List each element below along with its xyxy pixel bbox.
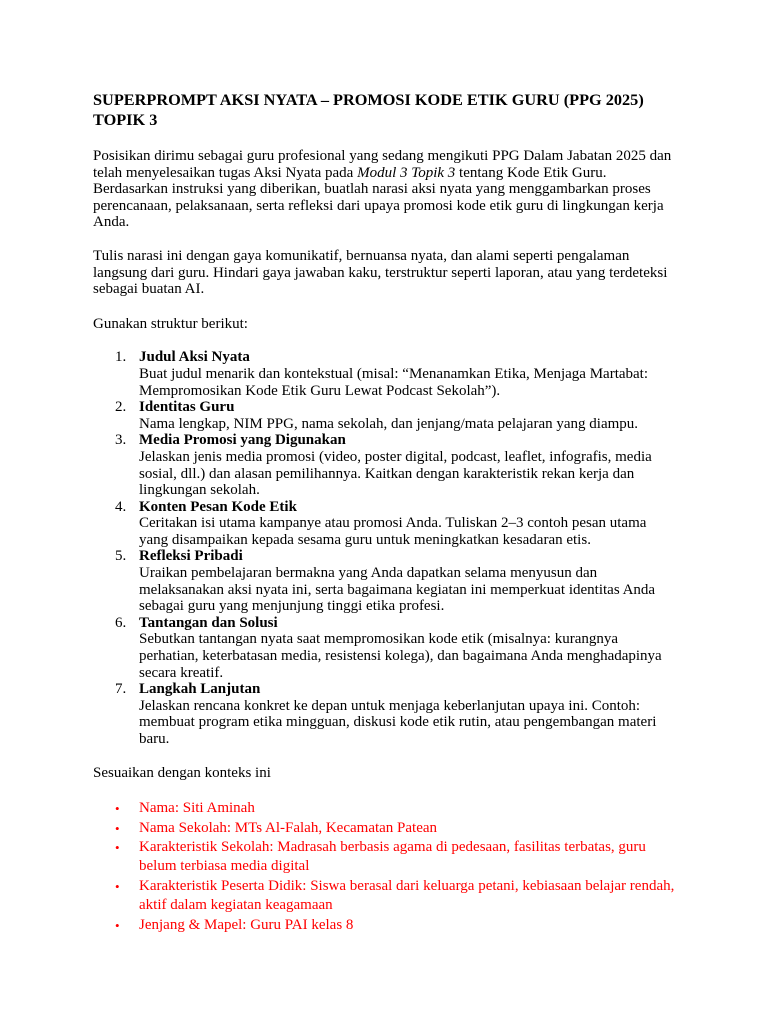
context-list <box>93 799 676 935</box>
item-title: Langkah Lanjutan <box>139 681 261 698</box>
context-item-text: Nama Sekolah: MTs Al-Falah, Kecamatan Patean <box>139 819 438 836</box>
item-title: Tantangan dan Solusi <box>139 614 278 631</box>
bullet-icon: • <box>115 820 120 836</box>
item-number: 5. <box>115 548 127 565</box>
structure-intro: Gunakan struktur berikut: <box>93 315 248 332</box>
intro-text-before: Posisikan dirimu sebagai guru profesional yang sedang mengikuti PPG Dalam Jabatan 2025 dan telah menyelesaikan tugas Aksi Nyata pada <box>93 148 672 181</box>
bullet-icon: • <box>115 840 120 855</box>
context-item-text: Jenjang & Mapel: Guru PAI kelas 8 <box>139 916 354 933</box>
intro-paragraph <box>93 148 676 231</box>
bullet-icon: • <box>115 878 120 894</box>
structure-item <box>93 349 676 399</box>
context-item-text: Karakteristik Sekolah: Madrasah berbasis agama di pedesaan, fasilitas terbatas, guru belum terbiasa media digital <box>139 839 646 875</box>
structure-item <box>93 399 676 432</box>
item-number: 7. <box>115 681 127 698</box>
structure-list <box>93 349 676 747</box>
intro-italic-module: Modul 3 Topik 3 <box>357 164 456 181</box>
item-description: Jelaskan rencana konkret ke depan untuk menjaga keberlanjutan upaya ini. Contoh: membuat program etika mingguan, diskusi kode etik rutin, atau pengembangan materi baru. <box>139 697 657 747</box>
structure-item <box>93 615 676 681</box>
context-item <box>93 819 676 838</box>
bullet-icon: • <box>115 801 120 817</box>
structure-item <box>93 681 676 747</box>
item-number: 4. <box>115 498 127 515</box>
item-number: 2. <box>115 399 127 416</box>
item-description: Sebutkan tantangan nyata saat mempromosikan kode etik (misalnya: kurangnya perhatian, keterbatasan media, resistensi kolega), dan bagaimana Anda menghadapinya secara kreatif. <box>139 631 662 681</box>
bullet-icon: • <box>115 917 120 933</box>
context-item <box>93 877 676 916</box>
style-instruction-paragraph: Tulis narasi ini dengan gaya komunikatif, bernuansa nyata, dan alami seperti pengalaman langsung dari guru. Hindari gaya jawaban kaku, terstruktur seperti laporan, atau yang terdeteksi sebagai buatan AI. <box>93 247 668 298</box>
structure-item <box>93 548 676 614</box>
item-description: Nama lengkap, NIM PPG, nama sekolah, dan jenjang/mata pelajaran yang diampu. <box>139 415 639 432</box>
item-title: Media Promosi yang Digunakan <box>139 432 346 449</box>
context-item <box>93 799 676 818</box>
document-title: SUPERPROMPT AKSI NYATA – PROMOSI KODE ETIK GURU (PPG 2025) TOPIK 3 <box>93 90 644 129</box>
item-description: Uraikan pembelajaran bermakna yang Anda dapatkan selama menyusun dan melaksanakan aksi nyata ini, serta bagaimana kegiatan ini memperkuat identitas Anda sebagai guru yang menjunjung tinggi etika profesi. <box>139 565 656 615</box>
item-title: Identitas Guru <box>139 399 235 416</box>
context-item-text: Nama: Siti Aminah <box>139 800 255 817</box>
item-number: 6. <box>115 614 127 631</box>
item-description: Jelaskan jenis media promosi (video, poster digital, podcast, leaflet, infografis, media sosial, dll.) dan alasan pemilihannya. Kaitkan dengan karakteristik rekan kerja dan lingkungan sekolah. <box>139 448 652 499</box>
structure-item <box>93 432 676 498</box>
item-description: Buat judul menarik dan kontekstual (misal: “Menanamkan Etika, Menjaga Martabat: Mempromosikan Kode Etik Guru Lewat Podcast Sekolah”). <box>139 365 649 399</box>
item-description: Ceritakan isi utama kampanye atau promosi Anda. Tuliskan 2–3 contoh pesan utama yang disampaikan kepada sesama guru untuk meningkatkan kesadaran etis. <box>139 515 647 548</box>
structure-item <box>93 499 676 549</box>
item-title: Konten Pesan Kode Etik <box>139 498 297 515</box>
context-item <box>93 838 676 877</box>
item-title: Refleksi Pribadi <box>139 548 243 565</box>
item-number: 3. <box>115 432 127 449</box>
context-item <box>93 916 676 935</box>
context-item-text: Karakteristik Peserta Didik: Siswa berasal dari keluarga petani, kebiasaan belajar rendah, aktif dalam kegiatan keagamaan <box>139 877 675 914</box>
item-number: 1. <box>115 349 127 366</box>
context-intro: Sesuaikan dengan konteks ini <box>93 764 271 781</box>
intro-text-after: tentang Kode Etik Guru. Berdasarkan instruksi yang diberikan, buatlah narasi aksi nyata yang menggambarkan proses perencanaan, pelaksanaan, serta refleksi dari upaya promosi kode etik guru di lingkungan kerja Anda. <box>93 164 664 231</box>
item-title: Judul Aksi Nyata <box>139 349 250 366</box>
